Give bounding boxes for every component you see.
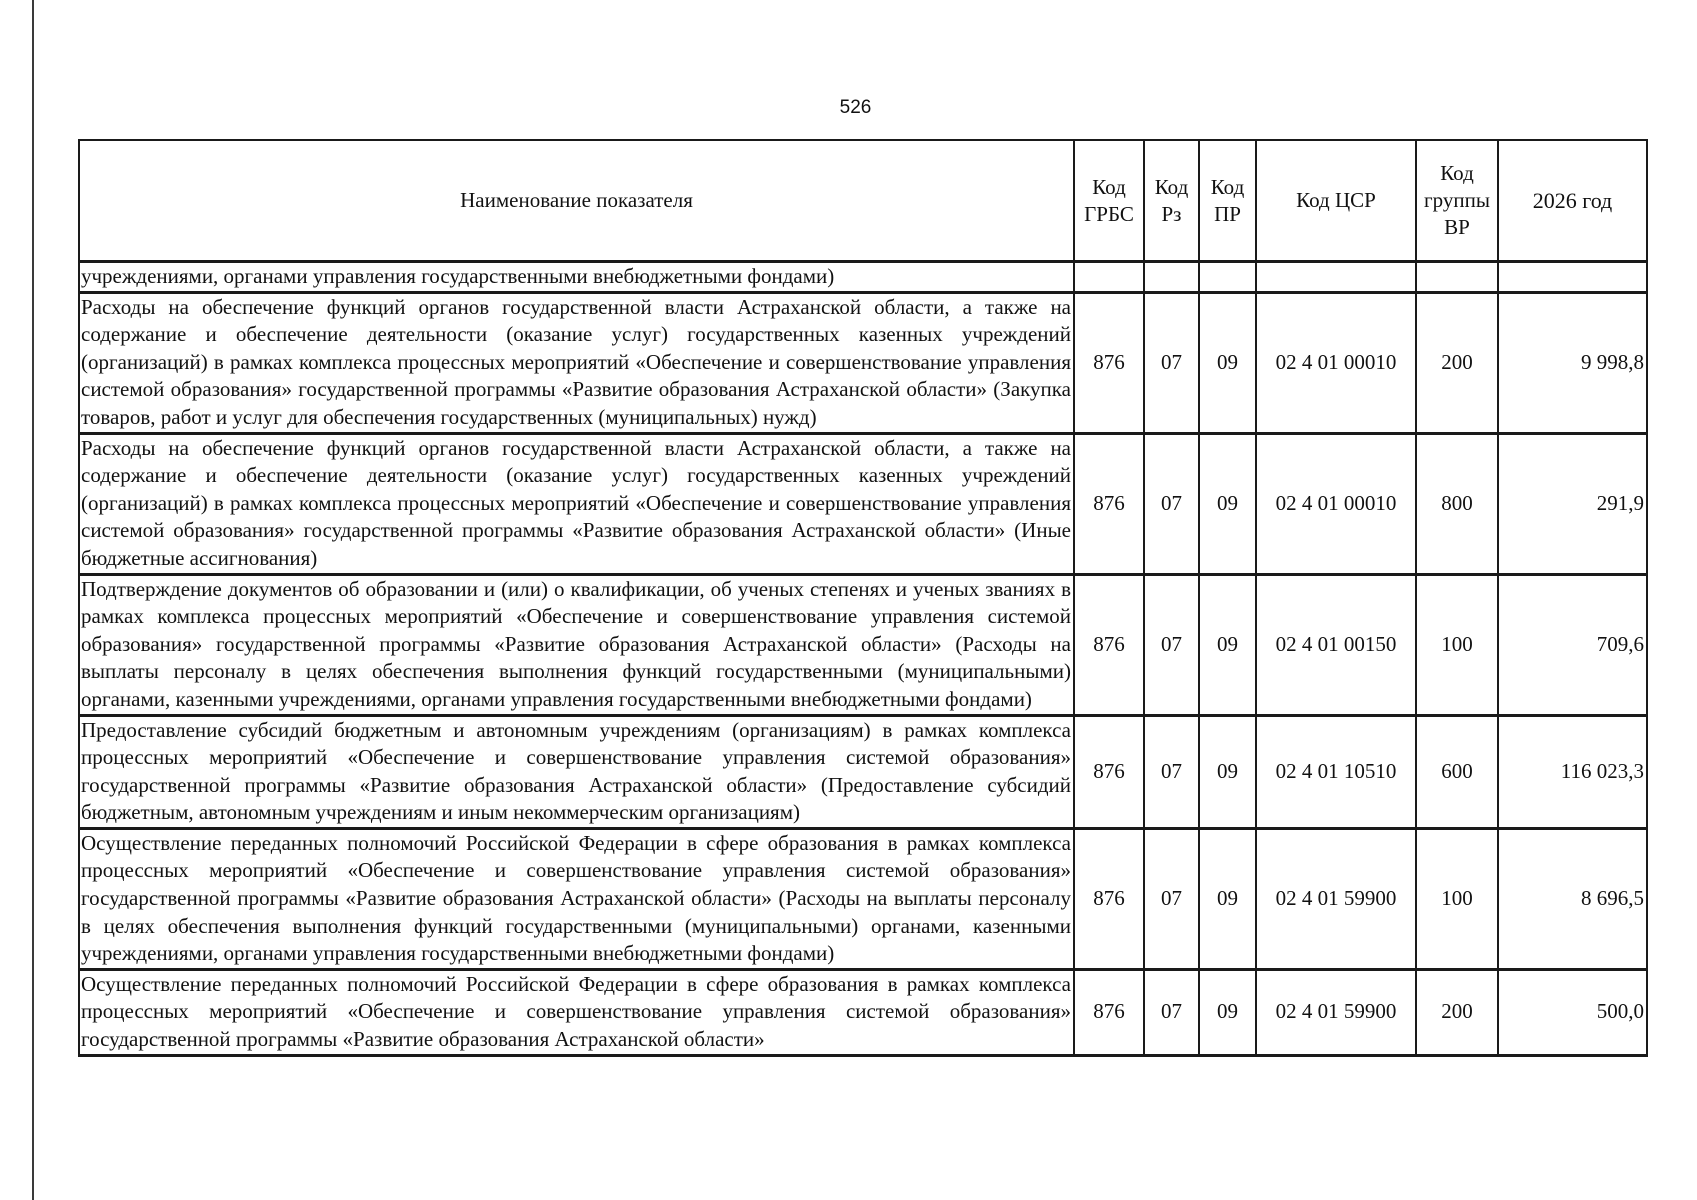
table-row [79,969,1647,1055]
table-row [79,574,1647,715]
header-grbs-line-1: Код [1092,174,1126,199]
row-name: Расходы на обеспечение функций органов государственной власти Астраханской области, а также на содержание и обеспечение деятельности (оказание услуг) государственных казенных учреждений (организаций) в рамках комплекса процессных мероприятий «Обеспечение и совершенствование управления системой образования» государственной программы «Развитие образования Астраханской области» (Закупка товаров, работ и услуг для обеспечения государственных (муниципальных) нужд) [79,292,1074,433]
continuation-row-empty-cell [1144,262,1199,293]
row-csr: 02 4 01 00150 [1256,574,1416,715]
header-grbs-line-2: ГРБС [1084,201,1134,226]
continuation-row-empty-cell [1074,262,1144,293]
row-vr: 100 [1416,574,1498,715]
page-number: 526 [839,97,872,118]
header-pr [1199,140,1256,262]
continuation-row [79,262,1647,293]
row-pr: 09 [1199,828,1256,969]
row-amount: 500,0 [1498,969,1647,1055]
row-vr: 800 [1416,433,1498,574]
row-csr: 02 4 01 00010 [1256,292,1416,433]
row-vr: 100 [1416,828,1498,969]
row-rz: 07 [1144,715,1199,828]
row-grbs: 876 [1074,828,1144,969]
row-pr: 09 [1199,292,1256,433]
row-grbs: 876 [1074,715,1144,828]
header-vr-line-3: ВР [1444,215,1470,239]
continuation-row-empty-cell [1416,262,1498,293]
header-rz-line-1: Код [1154,174,1189,199]
row-name: Осуществление переданных полномочий Российской Федерации в сфере образования в рамках комплекса процессных мероприятий «Обеспечение и совершенствование управления системой образования» государственной программы «Развитие образования Астраханской области» [79,969,1074,1055]
row-amount: 116 023,3 [1498,715,1647,828]
row-rz: 07 [1144,574,1199,715]
row-rz: 07 [1144,828,1199,969]
header-rz-line-2: Рз [1161,201,1182,226]
row-pr: 09 [1199,574,1256,715]
header-grbs [1074,140,1144,262]
row-grbs: 876 [1074,574,1144,715]
row-amount: 709,6 [1498,574,1647,715]
table-header-row [79,140,1647,262]
row-name: Подтверждение документов об образовании и (или) о квалификации, об ученых степенях и ученых званиях в рамках комплекса процессных мероприятий «Обеспечение и совершенствование управления системой образования» государственной программы «Развитие образования Астраханской области» (Расходы на выплаты персоналу в целях обеспечения выполнения функций государственными (муниципальными) органами, казенными учреждениями, органами управления государственными внебюджетными фондами) [79,574,1074,715]
table-row [79,715,1647,828]
continuation-row-name: учреждениями, органами управления государственными внебюджетными фондами) [79,262,1074,293]
row-grbs: 876 [1074,292,1144,433]
row-name: Предоставление субсидий бюджетным и автономным учреждениям (организациям) в рамках комплекса процессных мероприятий «Обеспечение и совершенствование управления системой образования» государственной программы «Развитие образования Астраханской области» (Предоставление субсидий бюджетным, автономным учреждениям и иным некоммерческим организациям) [79,715,1074,828]
row-grbs: 876 [1074,433,1144,574]
row-rz: 07 [1144,969,1199,1055]
row-rz: 07 [1144,292,1199,433]
header-csr: Код ЦСР [1256,140,1416,262]
table-row [79,433,1647,574]
row-csr: 02 4 01 10510 [1256,715,1416,828]
continuation-row-empty-cell [1498,262,1647,293]
row-name: Расходы на обеспечение функций органов государственной власти Астраханской области, а также на содержание и обеспечение деятельности (оказание услуг) государственных казенных учреждений (организаций) в рамках комплекса процессных мероприятий «Обеспечение и совершенствование управления системой образования» государственной программы «Развитие образования Астраханской области» (Иные бюджетные ассигнования) [79,433,1074,574]
header-vr [1416,140,1498,262]
row-pr: 09 [1199,969,1256,1055]
header-name: Наименование показателя [79,140,1074,262]
row-vr: 200 [1416,292,1498,433]
header-rz [1144,140,1199,262]
row-csr: 02 4 01 59900 [1256,828,1416,969]
row-pr: 09 [1199,715,1256,828]
table-row [79,292,1647,433]
row-amount: 9 998,8 [1498,292,1647,433]
row-name: Осуществление переданных полномочий Российской Федерации в сфере образования в рамках комплекса процессных мероприятий «Обеспечение и совершенствование управления системой образования» государственной программы «Развитие образования Астраханской области» (Расходы на выплаты персоналу в целях обеспечения выполнения функций государственными (муниципальными) органами, казенными учреждениями, органами управления государственными внебюджетными фондами) [79,828,1074,969]
row-pr: 09 [1199,433,1256,574]
table-row [79,828,1647,969]
row-csr: 02 4 01 00010 [1256,433,1416,574]
header-vr-line-1: Код [1440,161,1474,185]
row-csr: 02 4 01 59900 [1256,969,1416,1055]
header-pr-line-1: Код [1210,174,1245,199]
row-amount: 8 696,5 [1498,828,1647,969]
row-amount: 291,9 [1498,433,1647,574]
row-vr: 200 [1416,969,1498,1055]
budget-table [78,139,1648,1057]
left-margin-line [32,0,34,1200]
row-rz: 07 [1144,433,1199,574]
continuation-row-empty-cell [1199,262,1256,293]
header-year: 2026 год [1498,140,1647,262]
row-grbs: 876 [1074,969,1144,1055]
row-vr: 600 [1416,715,1498,828]
header-pr-line-2: ПР [1214,201,1241,226]
header-vr-line-2: группы [1424,188,1490,212]
continuation-row-empty-cell [1256,262,1416,293]
